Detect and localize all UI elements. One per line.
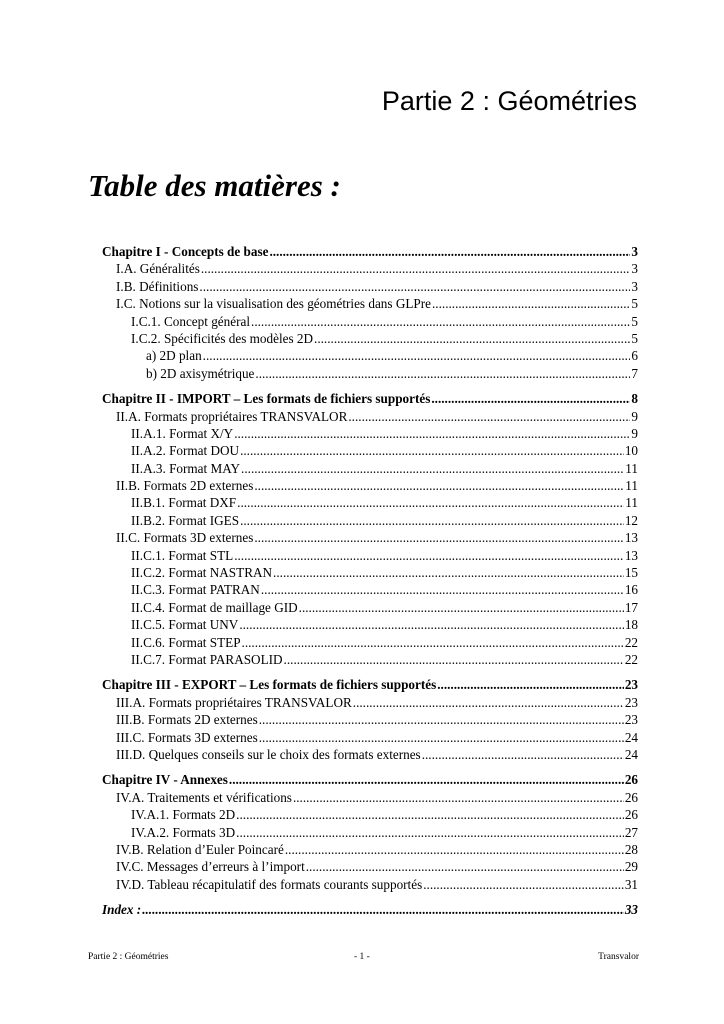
toc-entry-page: 17 xyxy=(624,599,638,615)
toc-dot-leader xyxy=(142,901,624,918)
toc-entry[interactable] xyxy=(102,347,638,364)
footer-page-number: - 1 - xyxy=(354,952,370,962)
toc-dot-leader xyxy=(234,425,630,442)
toc-entry-page: 13 xyxy=(624,547,638,563)
toc-dot-leader xyxy=(423,876,624,893)
toc-entry[interactable] xyxy=(102,876,638,893)
toc-entry-title: IV.A. Traitements et vérifications xyxy=(116,789,292,805)
toc-entry-page: 26 xyxy=(624,807,638,823)
toc-entry-title: IV.A.1. Formats 2D xyxy=(131,807,236,823)
toc-dot-leader xyxy=(203,347,631,364)
toc-entry[interactable] xyxy=(102,651,638,668)
toc-entry-title: Index : xyxy=(102,902,142,918)
toc-dot-leader xyxy=(432,295,630,312)
toc-entry-page: 26 xyxy=(624,772,638,788)
toc-entry-title: II.A.1. Format X/Y xyxy=(131,425,234,441)
toc-entry[interactable] xyxy=(102,442,638,459)
toc-entry[interactable] xyxy=(102,789,638,806)
table-of-contents xyxy=(102,243,638,918)
toc-dot-leader xyxy=(234,547,624,564)
toc-entry-title: II.B. Formats 2D externes xyxy=(116,478,254,494)
toc-entry[interactable] xyxy=(102,547,638,564)
toc-entry-title: II.A.3. Format MAY xyxy=(131,460,241,476)
toc-entry[interactable] xyxy=(102,581,638,598)
toc-entry-page: 22 xyxy=(624,651,638,667)
toc-entry-title: I.C.1. Concept général xyxy=(131,313,251,329)
part-title: Partie 2 : Géométries xyxy=(381,86,637,116)
toc-entry-page: 18 xyxy=(624,617,638,633)
toc-dot-leader xyxy=(259,729,624,746)
toc-entry-page: 33 xyxy=(624,902,638,918)
toc-entry-page: 3 xyxy=(631,278,638,294)
footer-right: Transvalor xyxy=(598,952,639,962)
toc-entry[interactable] xyxy=(102,260,638,277)
toc-entry-title: I.A. Généralités xyxy=(116,261,200,277)
toc-heading: Table des matières : xyxy=(88,168,341,203)
toc-chapter-entry[interactable] xyxy=(102,676,638,693)
toc-entry-page: 9 xyxy=(631,408,638,424)
toc-entry-title: II.C.2. Format NASTRAN xyxy=(131,565,273,581)
toc-entry[interactable] xyxy=(102,529,638,546)
toc-entry-title: a) 2D plan xyxy=(146,348,202,364)
toc-dot-leader xyxy=(348,408,630,425)
toc-entry-title: IV.B. Relation d’Euler Poincaré xyxy=(116,841,284,857)
toc-dot-leader xyxy=(236,824,624,841)
toc-entry-title: II.A.2. Format DOU xyxy=(131,443,240,459)
toc-dot-leader xyxy=(273,564,624,581)
toc-entry-title: III.C. Formats 3D externes xyxy=(116,729,258,745)
toc-entry[interactable] xyxy=(102,425,638,442)
toc-entry[interactable] xyxy=(102,634,638,651)
toc-entry[interactable] xyxy=(102,278,638,295)
toc-entry-page: 23 xyxy=(624,677,638,693)
toc-chapter-entry[interactable] xyxy=(102,243,638,260)
toc-entry-title: II.B.1. Format DXF xyxy=(131,495,237,511)
toc-dot-leader xyxy=(285,841,624,858)
toc-entry-page: 12 xyxy=(624,512,638,528)
toc-entry-page: 11 xyxy=(625,495,638,511)
toc-entry-page: 26 xyxy=(624,789,638,805)
toc-dot-leader xyxy=(254,529,623,546)
toc-entry[interactable] xyxy=(102,746,638,763)
toc-entry-title: II.B.2. Format IGES xyxy=(131,512,240,528)
toc-entry-page: 7 xyxy=(631,365,638,381)
toc-entry-title: IV.D. Tableau récapitulatif des formats courants supportés xyxy=(116,876,423,892)
toc-dot-leader xyxy=(254,477,624,494)
toc-entry-page: 3 xyxy=(631,244,638,259)
toc-entry[interactable] xyxy=(102,806,638,823)
toc-entry-title: II.C. Formats 3D externes xyxy=(116,530,254,546)
toc-entry-title: II.C.6. Format STEP xyxy=(131,634,241,650)
toc-dot-leader xyxy=(201,260,631,277)
toc-chapter-entry[interactable] xyxy=(102,771,638,788)
toc-dot-leader xyxy=(199,278,630,295)
toc-dot-leader xyxy=(437,676,624,693)
toc-entry-page: 22 xyxy=(624,634,638,650)
toc-dot-leader xyxy=(239,616,623,633)
toc-entry-page: 6 xyxy=(631,348,638,364)
toc-entry[interactable] xyxy=(102,858,638,875)
toc-dot-leader xyxy=(422,746,624,763)
toc-entry[interactable] xyxy=(102,824,638,841)
toc-entry-page: 23 xyxy=(624,694,638,710)
toc-entry-title: II.C.5. Format UNV xyxy=(131,617,239,633)
toc-entry-page: 29 xyxy=(624,859,638,875)
toc-entry-title: Chapitre IV - Annexes xyxy=(102,772,228,788)
toc-dot-leader xyxy=(293,789,624,806)
toc-entry[interactable] xyxy=(102,494,638,511)
toc-entry-title: II.C.4. Format de maillage GID xyxy=(131,599,298,615)
toc-entry[interactable] xyxy=(102,599,638,616)
toc-entry[interactable] xyxy=(102,616,638,633)
toc-entry[interactable] xyxy=(102,512,638,529)
toc-dot-leader xyxy=(242,634,624,651)
toc-dot-leader xyxy=(284,651,624,668)
toc-entry[interactable] xyxy=(102,295,638,312)
toc-entry[interactable] xyxy=(102,408,638,425)
toc-dot-leader xyxy=(353,694,624,711)
toc-entry-title: III.D. Quelques conseils sur le choix des formats externes xyxy=(116,746,421,762)
toc-entry[interactable] xyxy=(102,313,638,330)
toc-entry-page: 24 xyxy=(624,729,638,745)
toc-dot-leader xyxy=(229,771,624,788)
toc-entry-title: III.A. Formats propriétaires TRANSVALOR xyxy=(116,694,352,710)
toc-entry-title: I.C.2. Spécificités des modèles 2D xyxy=(131,330,314,346)
toc-entry-page: 5 xyxy=(631,296,638,312)
toc-entry-page: 11 xyxy=(625,460,638,476)
toc-entry-title: IV.C. Messages d’erreurs à l’import xyxy=(116,859,305,875)
toc-entry-title: I.B. Définitions xyxy=(116,278,199,294)
toc-entry-page: 24 xyxy=(624,746,638,762)
toc-dot-leader xyxy=(261,581,624,598)
toc-entry-page: 10 xyxy=(624,443,638,459)
toc-entry[interactable] xyxy=(102,460,638,477)
toc-entry-title: Chapitre II - IMPORT – Les formats de fichiers supportés xyxy=(102,391,431,407)
toc-entry[interactable] xyxy=(102,330,638,347)
toc-entry-page: 8 xyxy=(631,391,638,407)
toc-dot-leader xyxy=(237,494,624,511)
toc-dot-leader xyxy=(255,365,630,382)
toc-chapter-entry[interactable] xyxy=(102,901,638,918)
toc-entry-page: 13 xyxy=(624,530,638,546)
toc-dot-leader xyxy=(314,330,630,347)
toc-dot-leader xyxy=(431,390,630,407)
toc-entry-title: I.C. Notions sur la visualisation des géométries dans GLPre xyxy=(116,296,431,312)
toc-entry-page: 27 xyxy=(624,824,638,840)
toc-entry-title: Chapitre I - Concepts de base xyxy=(102,244,269,259)
toc-entry-title: II.C.1. Format STL xyxy=(131,547,234,563)
toc-entry[interactable] xyxy=(102,477,638,494)
toc-chapter-entry[interactable] xyxy=(102,390,638,407)
toc-entry-page: 9 xyxy=(631,425,638,441)
toc-entry-title: II.C.3. Format PATRAN xyxy=(131,582,260,598)
toc-dot-leader xyxy=(269,243,630,260)
toc-entry-title: II.C.7. Format PARASOLID xyxy=(131,651,283,667)
toc-dot-leader xyxy=(236,806,624,823)
toc-entry[interactable] xyxy=(102,841,638,858)
toc-entry-title: II.A. Formats propriétaires TRANSVALOR xyxy=(116,408,348,424)
toc-entry-page: 28 xyxy=(624,841,638,857)
toc-dot-leader xyxy=(240,512,624,529)
toc-entry[interactable] xyxy=(102,564,638,581)
toc-entry-page: 16 xyxy=(624,582,638,598)
toc-entry-title: b) 2D axisymétrique xyxy=(146,365,255,381)
toc-entry[interactable] xyxy=(102,694,638,711)
footer-left: Partie 2 : Géométries xyxy=(88,952,169,962)
toc-entry-title: Chapitre III - EXPORT – Les formats de fichiers supportés xyxy=(102,677,437,693)
toc-entry[interactable] xyxy=(102,711,638,728)
toc-entry-page: 11 xyxy=(625,478,638,494)
toc-entry-page: 23 xyxy=(624,712,638,728)
toc-dot-leader xyxy=(259,711,624,728)
toc-entry-page: 3 xyxy=(631,261,638,277)
toc-dot-leader xyxy=(299,599,624,616)
toc-entry-page: 15 xyxy=(624,565,638,581)
toc-entry[interactable] xyxy=(102,729,638,746)
toc-dot-leader xyxy=(241,460,624,477)
toc-dot-leader xyxy=(240,442,624,459)
toc-dot-leader xyxy=(251,313,630,330)
toc-entry[interactable] xyxy=(102,365,638,382)
toc-entry-page: 5 xyxy=(631,313,638,329)
toc-entry-title: IV.A.2. Formats 3D xyxy=(131,824,236,840)
toc-dot-leader xyxy=(306,858,624,875)
toc-entry-title: III.B. Formats 2D externes xyxy=(116,712,258,728)
toc-entry-page: 5 xyxy=(631,330,638,346)
toc-entry-page: 31 xyxy=(624,876,638,892)
